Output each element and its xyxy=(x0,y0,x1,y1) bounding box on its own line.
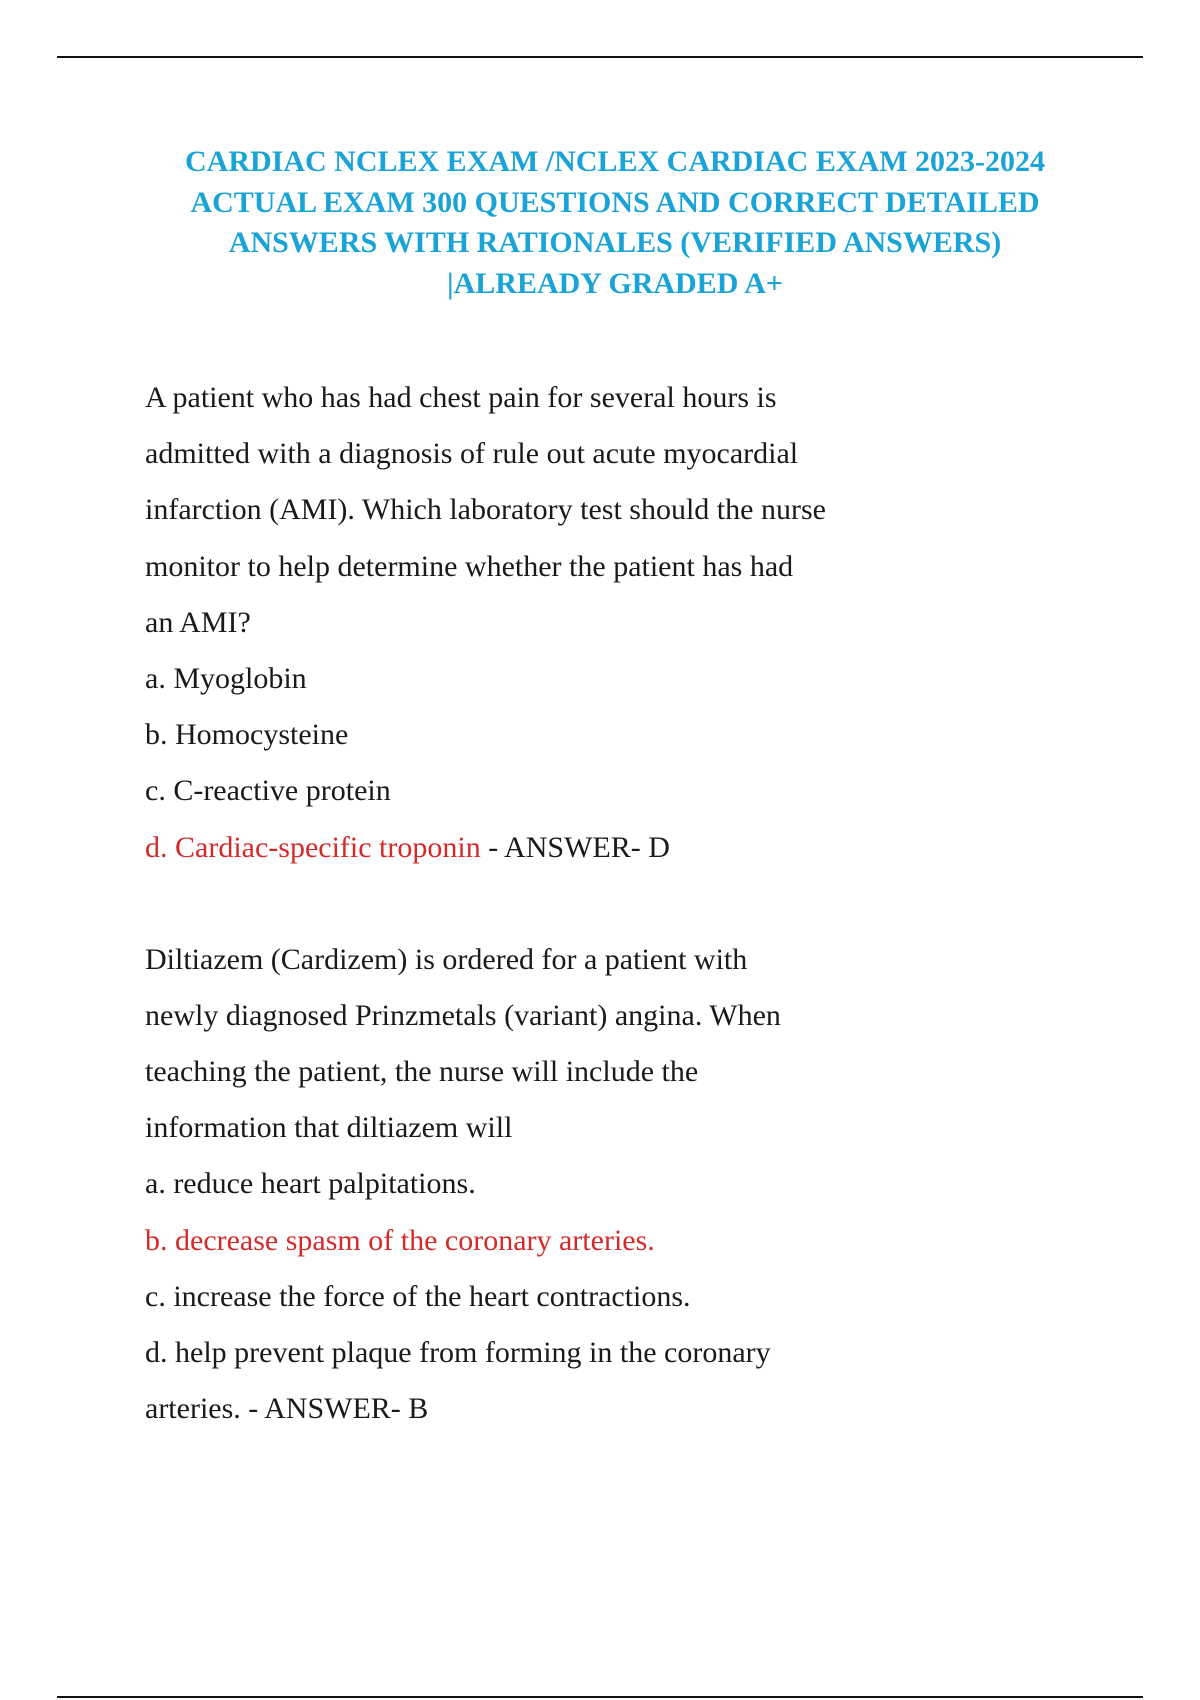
answer-option-c: c. increase the force of the heart contractions. xyxy=(145,1279,691,1313)
correct-answer-option: b. decrease spasm of the coronary arteries. xyxy=(145,1223,655,1257)
answer-option-d-tail: arteries. xyxy=(145,1392,241,1426)
question-1 xyxy=(145,370,965,876)
answer-key: - ANSWER- B xyxy=(240,1392,429,1426)
top-rule xyxy=(57,56,1143,58)
question-stem-line: infarction (AMI). Which laboratory test should the nurse xyxy=(145,493,826,527)
answer-option-d-line xyxy=(145,820,965,876)
title-line: ANSWERS WITH RATIONALES (VERIFIED ANSWERS) xyxy=(228,226,1002,259)
question-stem-line: monitor to help determine whether the patient has had xyxy=(145,549,794,583)
correct-answer-option: d. Cardiac-specific troponin xyxy=(145,830,481,864)
title-line: ACTUAL EXAM 300 QUESTIONS AND CORRECT DETAILED xyxy=(190,185,1040,219)
answer-option-a: a. reduce heart palpitations. xyxy=(145,1167,476,1201)
document-title xyxy=(120,142,1110,304)
title-line: |ALREADY GRADED A+ xyxy=(447,266,783,300)
title-line: CARDIAC NCLEX EXAM /NCLEX CARDIAC EXAM 2023-2024 xyxy=(185,145,1045,178)
answer-option-a: a. Myoglobin xyxy=(145,661,307,695)
question-stem-line: an AMI? xyxy=(145,605,251,639)
answer-key: - ANSWER- D xyxy=(480,830,670,864)
question-stem-line: Diltiazem (Cardizem) is ordered for a patient with xyxy=(145,942,748,976)
answer-option-b: b. Homocysteine xyxy=(145,718,349,752)
question-stem-line: newly diagnosed Prinzmetals (variant) angina. When xyxy=(145,998,781,1032)
question-2 xyxy=(145,932,965,1438)
question-stem-line: information that diltiazem will xyxy=(145,1111,513,1145)
answer-option-c: c. C-reactive protein xyxy=(145,774,391,808)
question-stem-line: admitted with a diagnosis of rule out acute myocardial xyxy=(145,437,799,471)
document-body xyxy=(145,370,965,1437)
answer-option-d-continued xyxy=(145,1381,965,1437)
question-stem-line: A patient who has had chest pain for several hours is xyxy=(145,381,777,414)
answer-option-d: d. help prevent plaque from forming in the coronary xyxy=(145,1336,771,1369)
question-stem-line: teaching the patient, the nurse will include the xyxy=(145,1055,699,1089)
bottom-rule xyxy=(57,1696,1143,1698)
